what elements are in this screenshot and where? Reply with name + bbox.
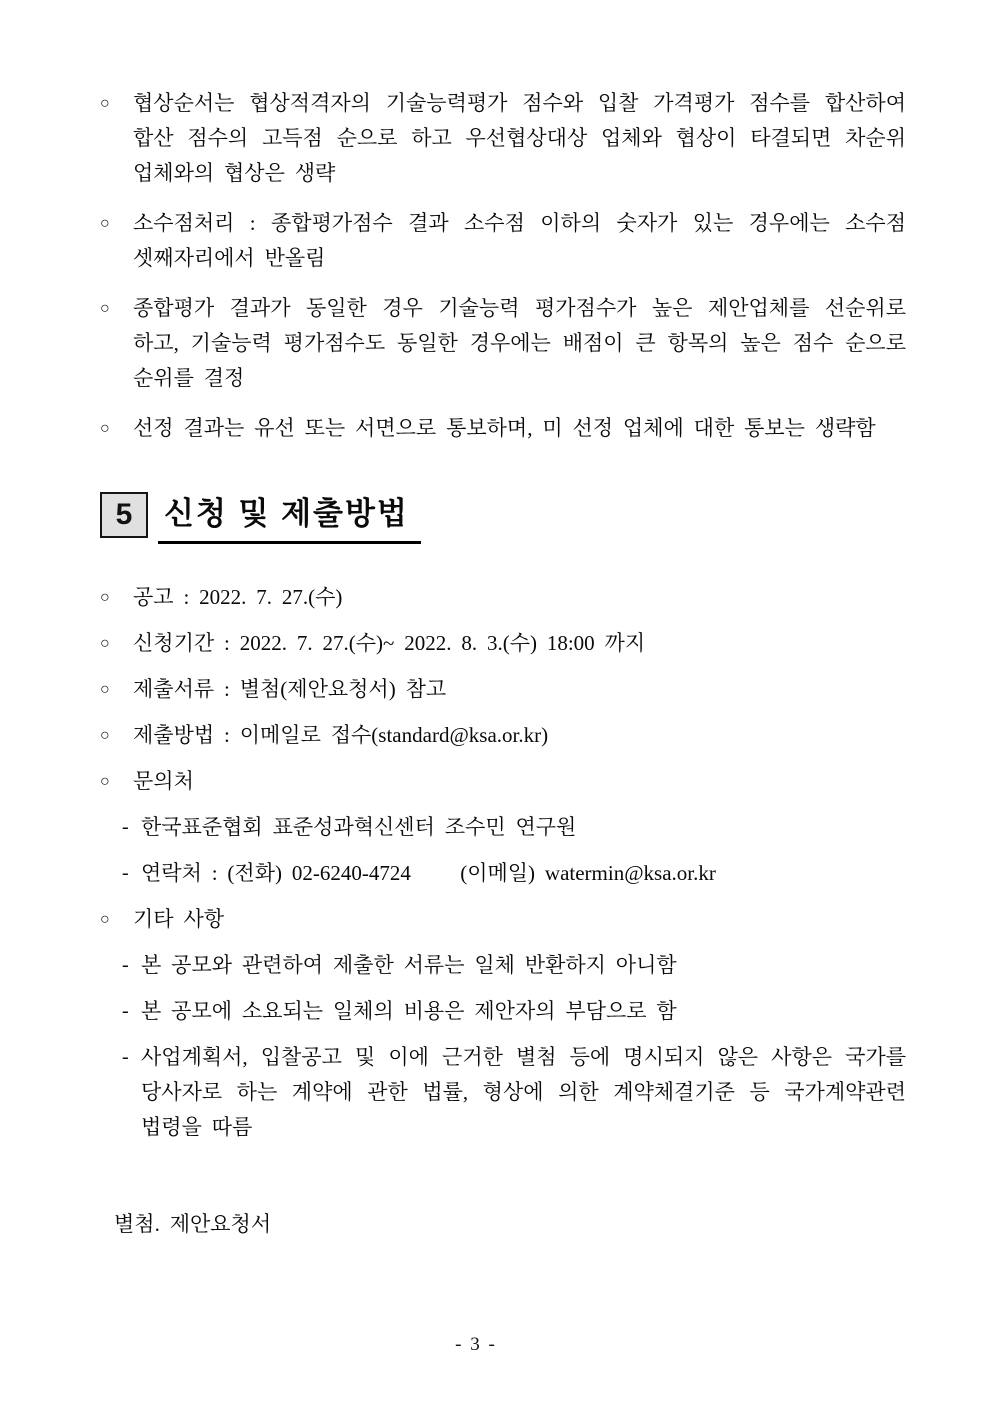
bullet-item <box>100 580 906 615</box>
dash-item <box>122 1040 916 1145</box>
dash-bullet-icon: - <box>122 1046 129 1068</box>
bullet-text: 기타 사항 <box>133 907 225 931</box>
circle-bullet-icon: ○ <box>100 911 110 928</box>
bullet-text: 문의처 <box>133 769 194 793</box>
bullet-text: 제출방법 : 이메일로 접수(standard@ksa.or.kr) <box>133 723 549 747</box>
dash-item <box>122 994 906 1029</box>
circle-bullet-icon: ○ <box>100 95 110 112</box>
section-header <box>100 492 906 544</box>
bullet-item <box>100 626 906 661</box>
bullet-item <box>100 206 916 276</box>
bullet-item <box>100 902 906 937</box>
circle-bullet-icon: ○ <box>100 635 110 652</box>
circle-bullet-icon: ○ <box>100 300 110 317</box>
dash-text: 본 공모에 소요되는 일체의 비용은 제안자의 부담으로 함 <box>141 999 677 1023</box>
dash-item <box>122 810 906 845</box>
page-number: - 3 - <box>455 1334 497 1355</box>
dash-text: 사업계획서, 입찰공고 및 이에 근거한 별첨 등에 명시되지 않은 사항은 국가를 당사자로 하는 계약에 관한 법률, 형상에 의한 계약체결기준 등 국가계약관련 법령을 따름 <box>141 1045 916 1139</box>
circle-bullet-icon: ○ <box>100 215 110 232</box>
bullet-text: 제출서류 : 별첨(제안요청서) 참고 <box>133 677 447 701</box>
circle-bullet-icon: ○ <box>100 420 110 437</box>
bullet-item <box>100 764 906 799</box>
circle-bullet-icon: ○ <box>100 589 110 606</box>
bullet-text: 소수점처리 : 종합평가점수 결과 소수점 이하의 숫자가 있는 경우에는 소수점 셋째자리에서 반올림 <box>133 211 916 270</box>
dash-item <box>122 856 906 891</box>
circle-bullet-icon: ○ <box>100 681 110 698</box>
dash-bullet-icon: - <box>122 816 129 838</box>
bullet-text: 종합평가 결과가 동일한 경우 기술능력 평가점수가 높은 제안업체를 선순위로 하고, 기술능력 평가점수도 동일한 경우에는 배점이 큰 항목의 높은 점수 순으로 순위를 결정 <box>133 296 916 390</box>
bullet-item <box>100 672 906 707</box>
bullet-item <box>100 718 906 753</box>
bullet-item <box>100 86 916 191</box>
section4-bullet-list <box>100 86 916 446</box>
section-title: 신청 및 제출방법 <box>158 492 421 544</box>
dash-item <box>122 948 906 983</box>
bullet-text: 공고 : 2022. 7. 27.(수) <box>133 585 343 609</box>
circle-bullet-icon: ○ <box>100 773 110 790</box>
attachment-note: 별첨. 제안요청서 <box>114 1212 272 1236</box>
bullet-text: 선정 결과는 유선 또는 서면으로 통보하며, 미 선정 업체에 대한 통보는 생략함 <box>133 416 876 440</box>
section-number-box: 5 <box>100 492 148 538</box>
section5-list <box>100 580 916 1145</box>
bullet-item <box>100 411 906 446</box>
dash-text: 본 공모와 관련하여 제출한 서류는 일체 반환하지 아니함 <box>141 953 677 977</box>
circle-bullet-icon: ○ <box>100 727 110 744</box>
dash-bullet-icon: - <box>122 954 129 976</box>
bullet-text: 신청기간 : 2022. 7. 27.(수)~ 2022. 8. 3.(수) 18:00 까지 <box>133 631 646 655</box>
bullet-item <box>100 291 916 396</box>
dash-text: 연락처 : (전화) 02-6240-4724 (이메일) watermin@ksa.or.kr <box>141 861 716 885</box>
bullet-text: 협상순서는 협상적격자의 기술능력평가 점수와 입찰 가격평가 점수를 합산하여 합산 점수의 고득점 순으로 하고 우선협상대상 업체와 협상이 타결되면 차순위 업체와의 협상은 생략 <box>133 91 916 185</box>
dash-bullet-icon: - <box>122 1000 129 1022</box>
dash-bullet-icon: - <box>122 862 129 884</box>
dash-text: 한국표준협회 표준성과혁신센터 조수민 연구원 <box>141 815 577 839</box>
